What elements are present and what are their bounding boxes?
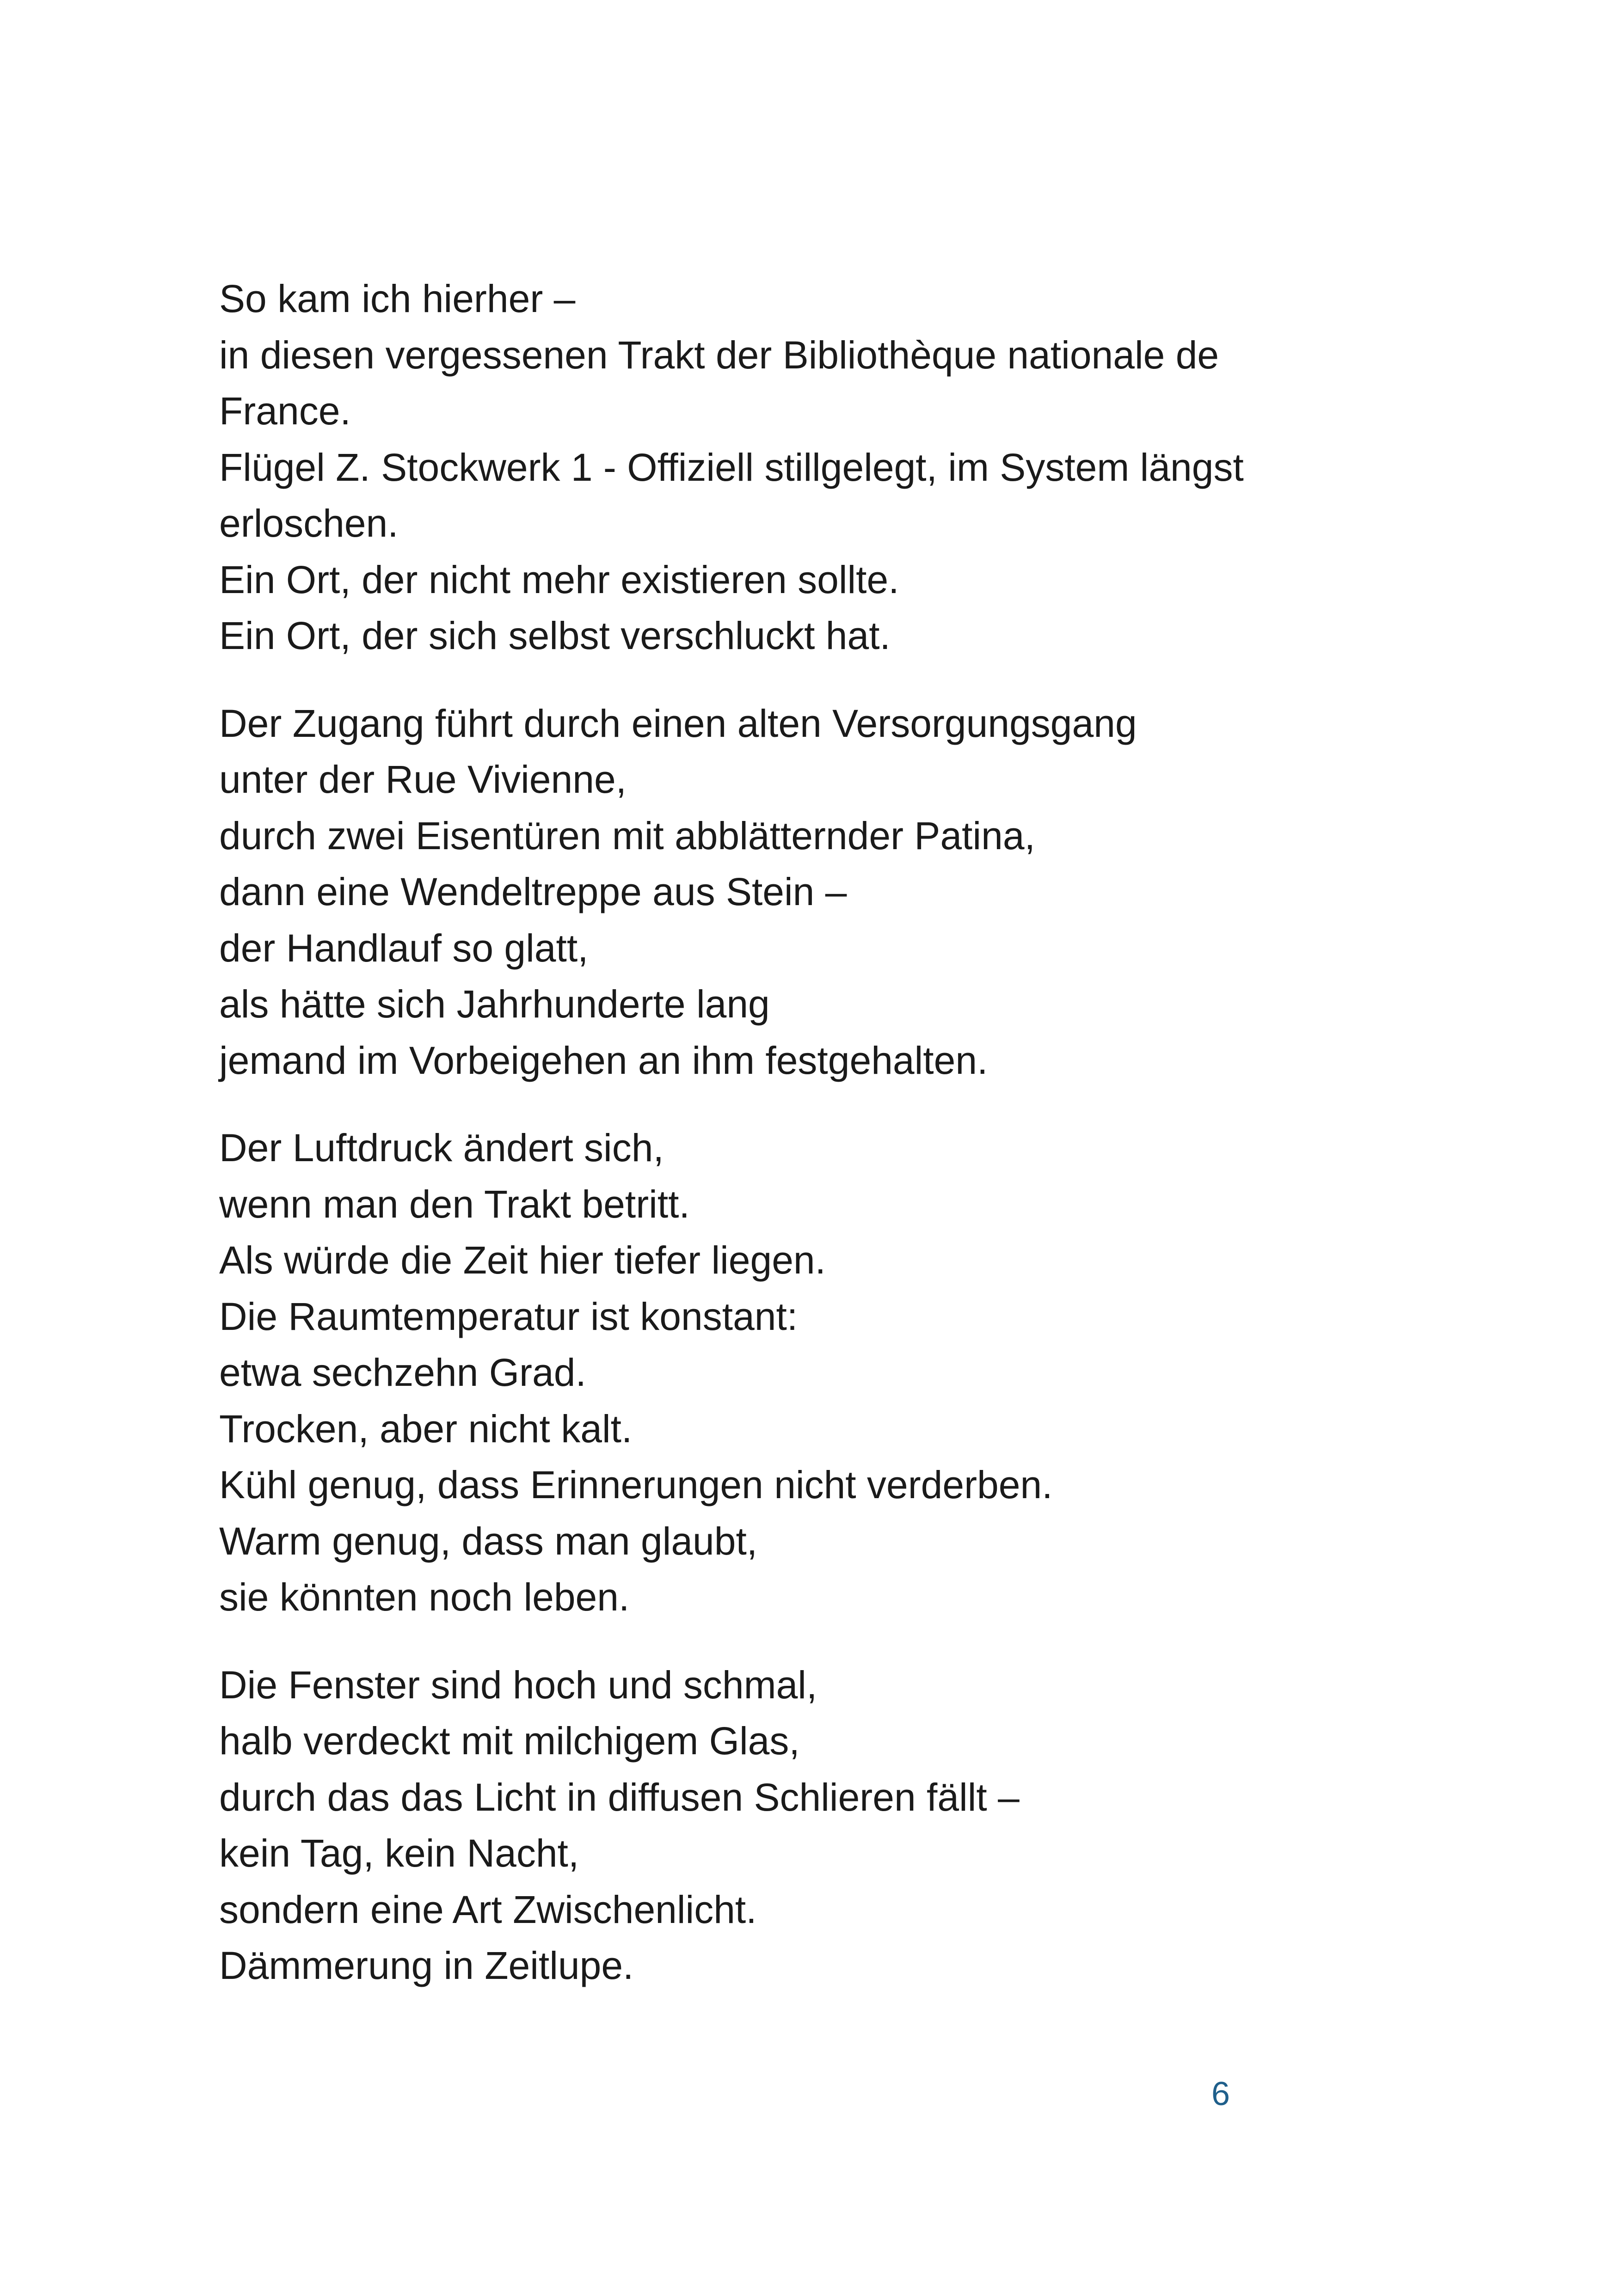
poem-line: So kam ich hierher –	[219, 277, 576, 320]
stanza-4	[219, 1657, 1421, 1994]
poem-line: Der Zugang führt durch einen alten Versorgungsgang	[219, 701, 1137, 745]
poem-line: Kühl genug, dass Erinnerungen nicht verderben.	[219, 1463, 1053, 1506]
poem-line: Als würde die Zeit hier tiefer liegen.	[219, 1238, 826, 1282]
poem-line: sondern eine Art Zwischenlicht.	[219, 1887, 757, 1931]
poem-line: Dämmerung in Zeitlupe.	[219, 1944, 634, 1987]
poem-line: erloschen.	[219, 502, 399, 545]
poem-line: unter der Rue Vivienne,	[219, 758, 627, 801]
poem-line: wenn man den Trakt betritt.	[219, 1182, 690, 1226]
stanza-3	[219, 1120, 1421, 1626]
poem-line: Die Raumtemperatur ist konstant:	[219, 1294, 798, 1338]
poem-line: dann eine Wendeltreppe aus Stein –	[219, 870, 847, 913]
poem-line: Die Fenster sind hoch und schmal,	[219, 1663, 817, 1707]
poem-line: in diesen vergessenen Trakt der Bibliothèque nationale de	[219, 333, 1219, 377]
page-number: 6	[1211, 2076, 1230, 2112]
poem-text	[219, 271, 1421, 2026]
poem-line: Ein Ort, der nicht mehr existieren sollte.	[219, 557, 899, 601]
poem-line: Ein Ort, der sich selbst verschluckt hat.	[219, 614, 891, 657]
poem-line: Flügel Z. Stockwerk 1 - Offiziell stillgelegt, im System längst	[219, 445, 1244, 489]
poem-line: halb verdeckt mit milchigem Glas,	[219, 1719, 800, 1763]
poem-line: der Handlauf so glatt,	[219, 926, 589, 970]
poem-line: sie könnten noch leben.	[219, 1575, 630, 1619]
poem-line: France.	[219, 389, 351, 433]
poem-line: etwa sechzehn Grad.	[219, 1351, 586, 1394]
stanza-1	[219, 271, 1421, 664]
poem-line: durch zwei Eisentüren mit abblätternder Patina,	[219, 814, 1035, 857]
poem-line: durch das das Licht in diffusen Schlieren fällt –	[219, 1775, 1020, 1819]
poem-line: Warm genug, dass man glaubt,	[219, 1519, 758, 1563]
poem-line: Trocken, aber nicht kalt.	[219, 1407, 633, 1451]
poem-line: kein Tag, kein Nacht,	[219, 1831, 579, 1875]
stanza-2	[219, 696, 1421, 1089]
poem-line: Der Luftdruck ändert sich,	[219, 1126, 664, 1169]
poem-line: jemand im Vorbeigehen an ihm festgehalten.	[219, 1038, 988, 1082]
poem-line: als hätte sich Jahrhunderte lang	[219, 982, 770, 1026]
